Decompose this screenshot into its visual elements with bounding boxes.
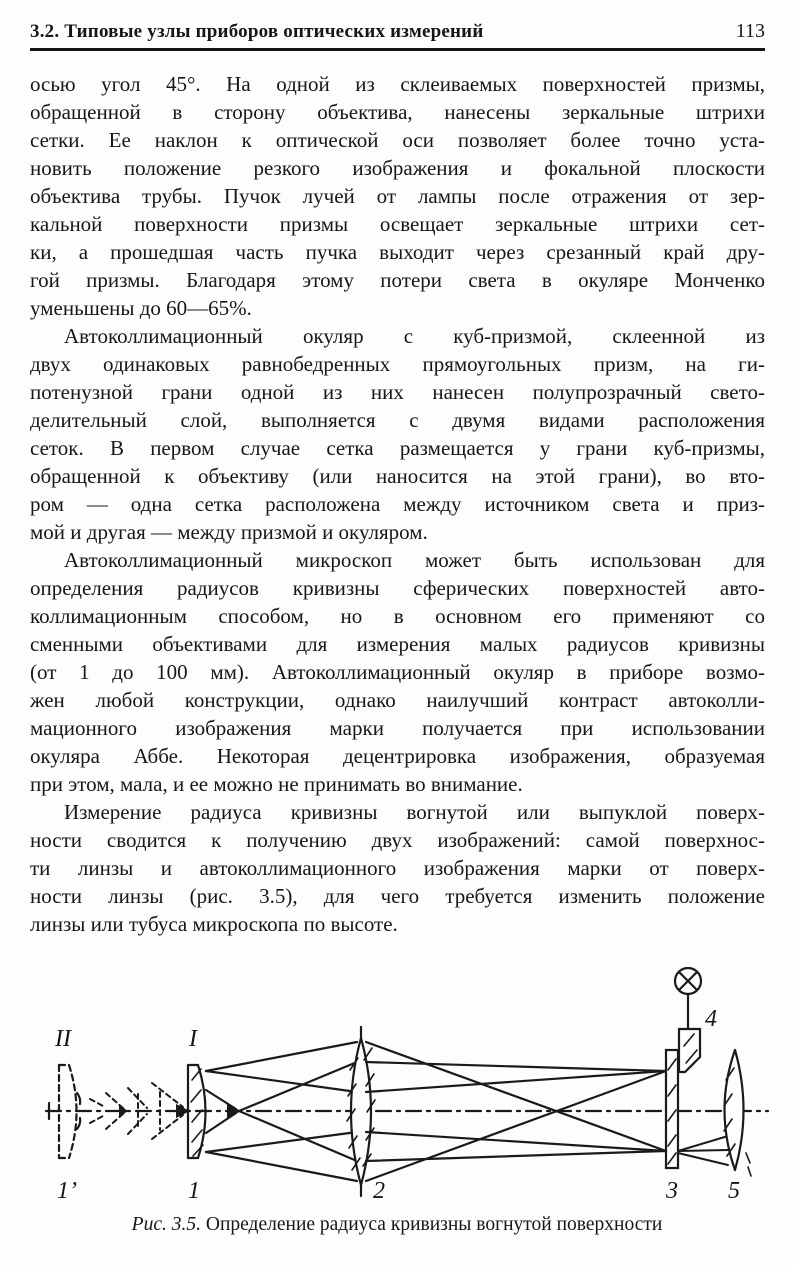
text-line: линзы или тубуса микроскопа по высоте.: [30, 912, 398, 936]
body-text: [30, 70, 765, 938]
label-eyepiece-5: 5: [728, 1178, 740, 1204]
text-line: уменьшены до 60—65%.: [30, 296, 252, 320]
figure-caption-text: Определение радиуса кривизны вогнутой поверхности: [201, 1214, 663, 1235]
text-line: гой призмы. Благодаря этому потери света в окуляре Монченко: [30, 268, 765, 292]
figure-caption: [0, 1214, 794, 1236]
ray-arrowhead: [119, 1105, 128, 1117]
label-prism-4: 4: [705, 1006, 717, 1032]
text-line: Измерение радиуса кривизны вогнутой или выпуклой поверх-: [64, 800, 765, 824]
text-line: обращенной в сторону объектива, нанесены зеркальные штрихи: [30, 100, 765, 124]
text-line: окуляра Аббе. Некоторая децентрировка изображения, образуемая: [30, 744, 765, 768]
text-line: ром — одна сетка расположена между источником света и приз-: [30, 492, 765, 516]
page-number: 113: [735, 20, 765, 42]
lamp-icon: [675, 968, 701, 1029]
text-line: сменными объективами для измерения малых радиусов кривизны: [30, 632, 765, 656]
text-line: Автоколлимационный окуляр с куб-призмой, склеенной из: [64, 324, 765, 348]
text-line: (от 1 до 100 мм). Автоколлимационный окуляр в приборе возмо-: [30, 660, 765, 684]
rays-reticle-to-eyepiece: [678, 1136, 728, 1165]
text-line: коллимационным способом, но в основном его применяют со: [30, 604, 765, 628]
text-line: жен любой конструкции, однако наилучший контраст автоколли-: [30, 688, 765, 712]
text-line: объектива трубы. Пучок лучей от лампы после отражения от зер-: [30, 184, 765, 208]
text-line: двух одинаковых равнобедренных прямоугольных призм, на ги-: [30, 352, 765, 376]
text-line: осью угол 45°. На одной из склеиваемых поверхностей призмы,: [30, 72, 765, 96]
text-line: ности сводится к получению двух изображений: самой поверхнос-: [30, 828, 765, 852]
text-line: при этом, мала, и ее можно не принимать во внимание.: [30, 772, 523, 796]
text-line: делительный слой, выполняется с двумя видами расположения: [30, 408, 765, 432]
section-title: 3.2. Типовые узлы приборов оптических измерений: [30, 21, 484, 42]
label-reticle-3: 3: [666, 1178, 678, 1204]
eyepiece-5: [724, 1050, 751, 1176]
text-line: ки, а прошедшая часть пучка выходит через срезанный край дру-: [30, 240, 765, 264]
page-header: [30, 20, 765, 43]
text-line: новить положение резкого изображения и фокальной плоскости: [30, 156, 765, 180]
text-line: сеток. В первом случае сетка размещается у грани куб-призмы,: [30, 436, 765, 460]
figure-caption-ref: Рис. 3.5.: [131, 1214, 201, 1235]
text-line: определения радиусов кривизны сферических поверхностей авто-: [30, 576, 765, 600]
text-line: обращенной к объективу (или наносится на этой грани), во вто-: [30, 464, 765, 488]
label-lens-1prime: 1’: [57, 1178, 77, 1204]
reticle-3: [666, 1050, 678, 1168]
text-line: потенузной грани одной из них нанесен полупрозрачный свето-: [30, 380, 765, 404]
figure-optical-diagram: [0, 945, 794, 1215]
label-position-I: I: [189, 1026, 197, 1052]
text-line: Автоколлимационный микроскоп может быть использован для: [64, 548, 765, 572]
objective-lens-2: [347, 1027, 375, 1196]
prism-4: [679, 1029, 700, 1072]
text-line: мой и другая — между призмой и окуляром.: [30, 520, 428, 544]
label-objective-2: 2: [373, 1178, 385, 1204]
text-line: сетки. Ее наклон к оптической оси позволяет более точно уста-: [30, 128, 765, 152]
text-line: кальной поверхности призмы освещает зеркальные штрихи сет-: [30, 212, 765, 236]
text-line: ности линзы (рис. 3.5), для чего требуется изменить положение: [30, 884, 765, 908]
text-line: мационного изображения марки получается при использовании: [30, 716, 765, 740]
header-rule: [30, 48, 765, 51]
label-position-II: II: [55, 1026, 71, 1052]
text-line: ти линзы и автоколлимационного изображения марки от поверх-: [30, 856, 765, 880]
label-lens-1: 1: [188, 1178, 200, 1204]
